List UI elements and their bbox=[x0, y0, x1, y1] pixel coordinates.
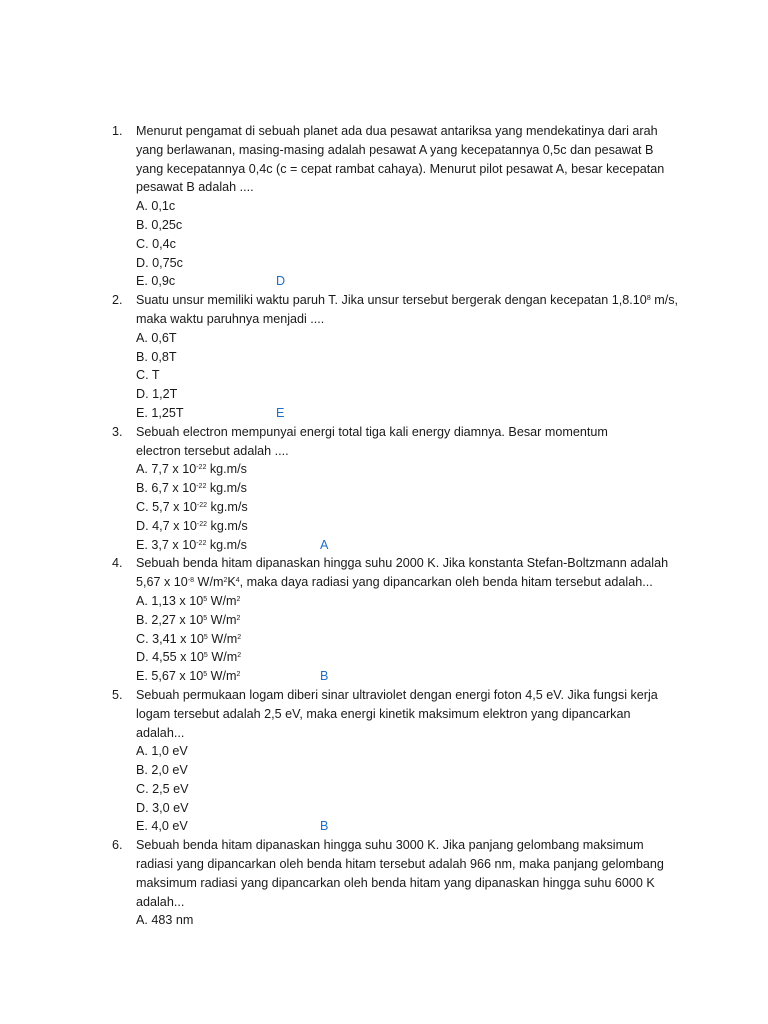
option-a: A. 483 nm bbox=[136, 913, 194, 928]
exponent: 2 bbox=[237, 633, 242, 641]
option-unit: W/m bbox=[207, 612, 237, 627]
option-c bbox=[136, 630, 682, 649]
option-a: A. 0,6T bbox=[136, 330, 177, 345]
option-unit: W/m bbox=[207, 669, 237, 684]
option-e bbox=[136, 404, 682, 423]
question-number: 1. bbox=[112, 124, 123, 138]
option-a bbox=[136, 592, 682, 611]
option-unit: kg.m/s bbox=[206, 537, 247, 552]
answer-key: B bbox=[320, 669, 329, 684]
option-d bbox=[136, 517, 682, 536]
option-unit: kg.m/s bbox=[206, 481, 247, 496]
question-3 bbox=[112, 423, 682, 555]
option-unit: W/m bbox=[207, 650, 238, 665]
option-text: E. 3,7 x 10 bbox=[136, 537, 197, 552]
question-text: Sebuah electron mempunyai energi total tiga kali energy diamnya. Besar momentum electron tersebut adalah .... bbox=[136, 424, 608, 458]
question-number: 3. bbox=[112, 424, 123, 439]
exponent: 2 bbox=[236, 614, 241, 622]
option-text: C. 5,7 x 10 bbox=[136, 499, 197, 514]
option-b: B. 0,8T bbox=[136, 349, 177, 364]
question-text-part: m/s, maka waktu paruhnya menjadi .... bbox=[136, 293, 679, 326]
exponent: -22 bbox=[196, 464, 207, 472]
question-5 bbox=[112, 686, 682, 836]
option-d: D. 0,75c bbox=[136, 255, 183, 270]
exponent: 2 bbox=[223, 577, 228, 585]
exponent: 2 bbox=[236, 595, 241, 603]
option-a bbox=[136, 460, 682, 479]
exponent: 5 bbox=[203, 652, 208, 660]
option-c bbox=[136, 498, 682, 517]
answer-key: E bbox=[276, 405, 285, 420]
option-d: D. 3,0 eV bbox=[136, 800, 189, 815]
question-text-part: , maka daya radiasi yang dipancarkan oleh benda hitam tersebut adalah... bbox=[239, 575, 653, 590]
option-e bbox=[136, 817, 682, 836]
option-b bbox=[136, 479, 682, 498]
option-a: A. 0,1c bbox=[136, 199, 176, 214]
question-text bbox=[136, 554, 682, 592]
exponent: -22 bbox=[196, 539, 207, 547]
question-number: 2. bbox=[112, 293, 123, 308]
option-c: C. T bbox=[136, 368, 160, 383]
option-text: B. 6,7 x 10 bbox=[136, 481, 197, 496]
answer-key: B bbox=[320, 819, 329, 834]
answer-key: D bbox=[276, 274, 286, 289]
exponent: 5 bbox=[203, 595, 208, 603]
option-text: A. 7,7 x 10 bbox=[136, 462, 197, 477]
question-text bbox=[136, 291, 682, 329]
question-6 bbox=[112, 836, 682, 930]
question-text: Sebuah benda hitam dipanaskan hingga suhu 3000 K. Jika panjang gelombang maksimum radiasi yang dipancarkan oleh benda hitam tersebut adalah 966 nm, maka panjang gelombang maksimum radiasi yang dipancarkan oleh benda hitam yang dipanaskan hingga suhu 6000 K adalah... bbox=[136, 838, 664, 909]
option-text: E. 5,67 x 10 bbox=[136, 669, 204, 684]
option-e bbox=[136, 272, 682, 291]
exponent: -22 bbox=[196, 483, 207, 491]
exponent: -8 bbox=[187, 577, 195, 585]
question-number: 6. bbox=[112, 838, 123, 853]
option-d bbox=[136, 648, 682, 667]
option-text: A. 1,13 x 10 bbox=[136, 593, 204, 608]
question-2 bbox=[112, 291, 682, 423]
option-e bbox=[136, 667, 682, 686]
option-e bbox=[136, 536, 682, 555]
option-c: C. 2,5 eV bbox=[136, 781, 189, 796]
exponent: 2 bbox=[236, 671, 241, 679]
answer-key: A bbox=[320, 537, 329, 552]
question-text-part: Sebuah benda hitam dipanaskan hingga suhu 2000 K. Jika konstanta Stefan-Boltzmann adalah 5,67 x 10 bbox=[136, 556, 669, 590]
question-text: Sebuah permukaan logam diberi sinar ultraviolet dengan energi foton 4,5 eV. Jika fungsi kerja logam tersebut adalah 2,5 eV, maka energi kinetik maksimum elektron yang dipancarkan adalah... bbox=[136, 687, 658, 740]
option-a: A. 1,0 eV bbox=[136, 744, 188, 759]
exponent: 5 bbox=[203, 614, 208, 622]
exponent: 8 bbox=[646, 295, 651, 303]
option-e-text: E. 1,25T bbox=[136, 405, 184, 420]
option-text: D. 4,55 x 10 bbox=[136, 650, 204, 665]
question-text: Menurut pengamat di sebuah planet ada dua pesawat antariksa yang mendekatinya dari arah yang berlawanan, masing-masing adalah pesawat A yang kecepatannya 0,5c dan pesawat B yang kecepatannya 0,4c (c = cepat rambat cahaya). Menurut pilot pesawat A, besar kecepatan pesawat B adalah .... bbox=[136, 124, 665, 195]
option-unit: kg.m/s bbox=[207, 499, 248, 514]
option-c: C. 0,4c bbox=[136, 236, 176, 251]
option-unit: kg.m/s bbox=[206, 462, 247, 477]
exponent: 4 bbox=[235, 577, 240, 585]
option-text: C. 3,41 x 10 bbox=[136, 631, 204, 646]
option-unit: W/m bbox=[207, 593, 237, 608]
option-e-text: E. 0,9c bbox=[136, 274, 176, 289]
question-text-part: Suatu unsur memiliki waktu paruh T. Jika unsur tersebut bergerak dengan kecepatan 1,8.10 bbox=[136, 293, 647, 308]
question-list bbox=[112, 122, 682, 930]
option-b bbox=[136, 611, 682, 630]
exponent: 5 bbox=[203, 671, 208, 679]
exponent: 2 bbox=[237, 652, 242, 660]
exponent: -22 bbox=[196, 501, 208, 509]
question-number: 5. bbox=[112, 687, 123, 702]
question-4 bbox=[112, 554, 682, 686]
option-d: D. 1,2T bbox=[136, 387, 178, 402]
exponent: -22 bbox=[196, 520, 208, 528]
option-text: B. 2,27 x 10 bbox=[136, 612, 204, 627]
option-b: B. 0,25c bbox=[136, 217, 183, 232]
option-unit: kg.m/s bbox=[207, 518, 248, 533]
question-number: 4. bbox=[112, 556, 123, 571]
option-e-text: E. 4,0 eV bbox=[136, 819, 188, 834]
exponent: 5 bbox=[203, 633, 208, 641]
option-unit: W/m bbox=[207, 631, 238, 646]
option-b: B. 2,0 eV bbox=[136, 763, 188, 778]
question-1 bbox=[112, 122, 682, 291]
option-text: D. 4,7 x 10 bbox=[136, 518, 197, 533]
question-text-part: K bbox=[227, 575, 236, 590]
question-text-part: W/m bbox=[194, 575, 224, 590]
